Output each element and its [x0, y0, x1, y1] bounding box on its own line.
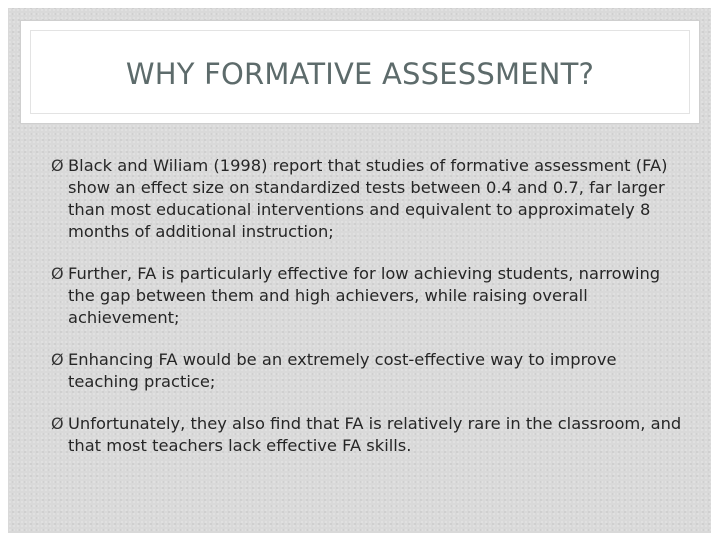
arrow-bullet-icon: Ø — [51, 264, 64, 283]
bullet-item — [51, 155, 691, 243]
bullet-item — [51, 413, 691, 457]
arrow-bullet-icon: Ø — [51, 350, 64, 369]
slide-title: WHY FORMATIVE ASSESSMENT? — [125, 57, 595, 91]
bullet-item — [51, 263, 691, 329]
bullet-text: Enhancing FA would be an extremely cost-effective way to improve teaching practice; — [68, 350, 617, 391]
arrow-bullet-icon: Ø — [51, 156, 64, 175]
bullet-text: Further, FA is particularly effective for low achieving students, narrowing the gap between them and high achievers, while raising overall achievement; — [68, 264, 661, 327]
slide — [8, 8, 711, 533]
title-inner-frame — [30, 30, 690, 114]
title-box — [21, 21, 699, 123]
bullet-item — [51, 349, 691, 393]
bullet-text: Unfortunately, they also find that FA is relatively rare in the classroom, and that most teachers lack effective FA skills. — [68, 414, 682, 455]
bullet-text: Black and Wiliam (1998) report that studies of formative assessment (FA) show an effect size on standardized tests between 0.4 and 0.7, far larger than most educational interventions and equivalent to approximately 8 months of additional instruction; — [68, 156, 668, 241]
bullet-list — [51, 155, 691, 477]
arrow-bullet-icon: Ø — [51, 414, 64, 433]
